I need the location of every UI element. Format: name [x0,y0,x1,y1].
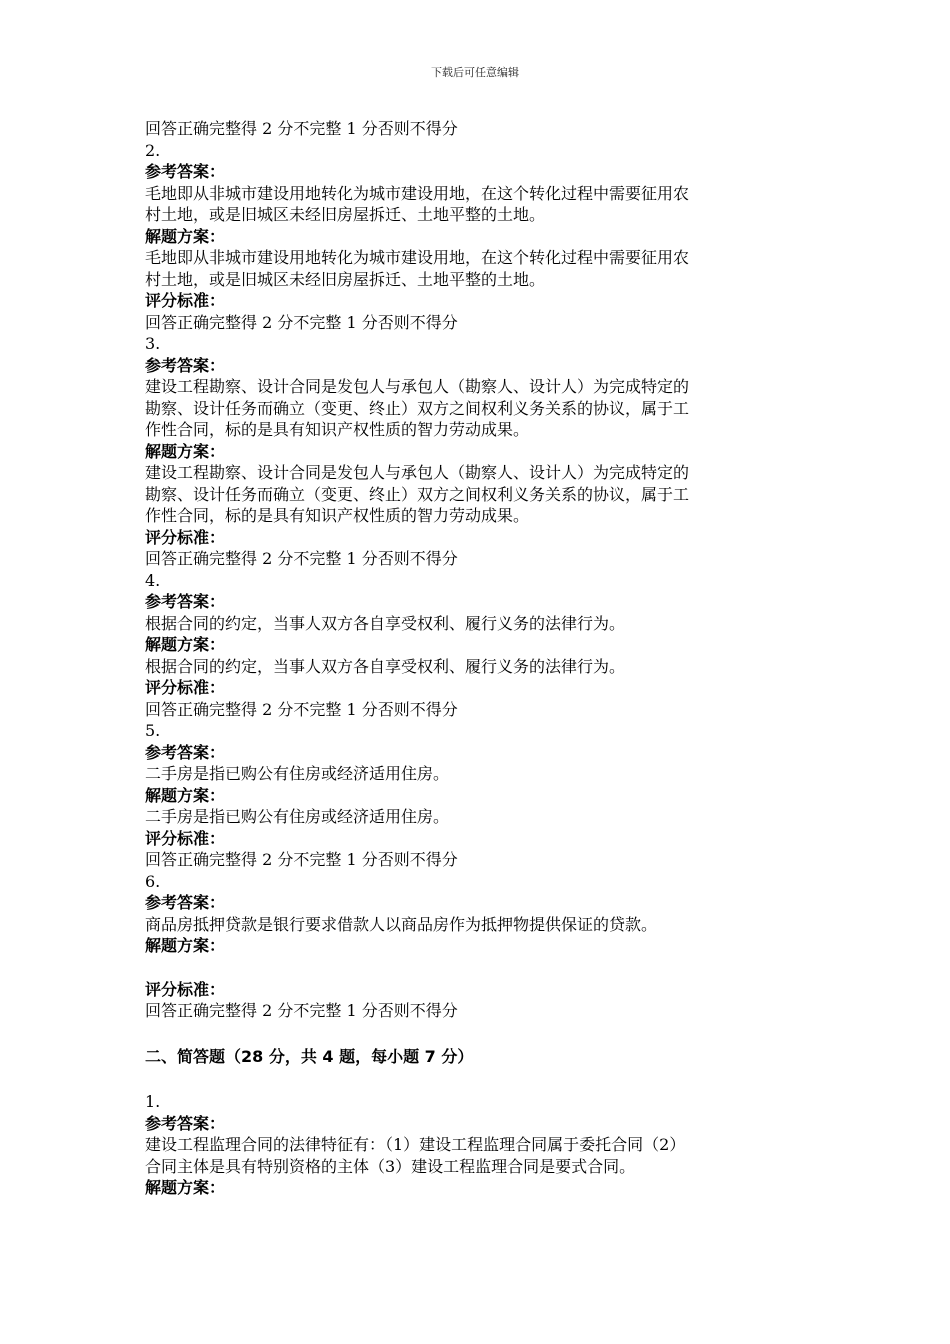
reference-answer-text: 合同主体是具有特别资格的主体（3）建设工程监理合同是要式合同。 [145,1156,636,1176]
solution-label: 解题方案： [145,1178,226,1197]
reference-answer-text: 村土地，或是旧城区未经旧房屋拆迁、土地平整的土地。 [145,205,546,224]
question-number: 4. [145,570,161,590]
solution-label: 解题方案： [145,936,226,955]
scoring-label: 评分标准： [145,527,226,547]
section-title: 二、简答题（28 分，共 4 题，每小题 7 分） [145,1046,474,1066]
score-text: 回答正确完整得 2 分不完整 1 分否则不得分 [145,850,458,869]
solution-text: 建设工程勘察、设计合同是发包人与承包人（勘察人、设计人）为完成特定的 [145,463,690,482]
reference-answer-text: 建设工程监理合同的法律特征有：（1）建设工程监理合同属于委托合同（2） [145,1135,686,1154]
solution-text: 根据合同的约定，当事人双方各自享受权利、履行义务的法律行为。 [145,656,626,676]
solution-label: 解题方案： [145,441,226,461]
reference-answer-text: 建设工程勘察、设计合同是发包人与承包人（勘察人、设计人）为完成特定的 [145,377,690,396]
reference-answer-text: 勘察、设计任务而确立（变更、终止）双方之间权利义务关系的协议，属于工 [145,398,690,418]
blank-line [145,1022,805,1044]
score-text: 回答正确完整得 2 分不完整 1 分否则不得分 [145,119,458,138]
question-number: 2. [145,140,161,160]
scoring-label: 评分标准： [145,979,226,999]
reference-answer-text: 根据合同的约定，当事人双方各自享受权利、履行义务的法律行为。 [145,613,626,633]
scoring-label: 评分标准： [145,291,226,310]
blank-line [145,957,805,979]
score-text: 回答正确完整得 2 分不完整 1 分否则不得分 [145,549,458,568]
reference-answer-label: 参考答案： [145,592,226,611]
question-number: 3. [145,334,161,353]
reference-answer-text: 二手房是指已购公有住房或经济适用住房。 [145,764,450,783]
question-number: 1. [145,1092,161,1111]
solution-text: 作性合同，标的是具有知识产权性质的智力劳动成果。 [145,506,530,525]
reference-answer-text: 作性合同，标的是具有知识产权性质的智力劳动成果。 [145,420,530,439]
scoring-label: 评分标准： [145,828,226,848]
solution-text: 勘察、设计任务而确立（变更、终止）双方之间权利义务关系的协议，属于工 [145,484,690,504]
score-text: 回答正确完整得 2 分不完整 1 分否则不得分 [145,1001,458,1020]
document-body [145,118,805,1199]
question-number: 5. [145,721,161,740]
scoring-label: 评分标准： [145,678,226,697]
solution-text: 村土地，或是旧城区未经旧房屋拆迁、土地平整的土地。 [145,269,546,289]
score-text: 回答正确完整得 2 分不完整 1 分否则不得分 [145,699,458,719]
page-header: 下载后可任意编辑 [431,66,519,79]
reference-answer-label: 参考答案： [145,355,226,375]
solution-text: 毛地即从非城市建设用地转化为城市建设用地，在这个转化过程中需要征用农 [145,248,690,267]
reference-answer-text: 毛地即从非城市建设用地转化为城市建设用地，在这个转化过程中需要征用农 [145,183,690,203]
solution-label: 解题方案： [145,226,226,246]
score-text: 回答正确完整得 2 分不完整 1 分否则不得分 [145,312,458,332]
blank-line [145,1069,805,1091]
reference-answer-label: 参考答案： [145,162,226,181]
reference-answer-label: 参考答案： [145,893,226,912]
solution-label: 解题方案： [145,635,226,654]
solution-label: 解题方案： [145,785,226,805]
question-number: 6. [145,871,161,891]
reference-answer-label: 参考答案： [145,1113,226,1133]
solution-text: 二手房是指已购公有住房或经济适用住房。 [145,807,450,826]
reference-answer-label: 参考答案： [145,742,226,762]
reference-answer-text: 商品房抵押贷款是银行要求借款人以商品房作为抵押物提供保证的贷款。 [145,914,658,934]
